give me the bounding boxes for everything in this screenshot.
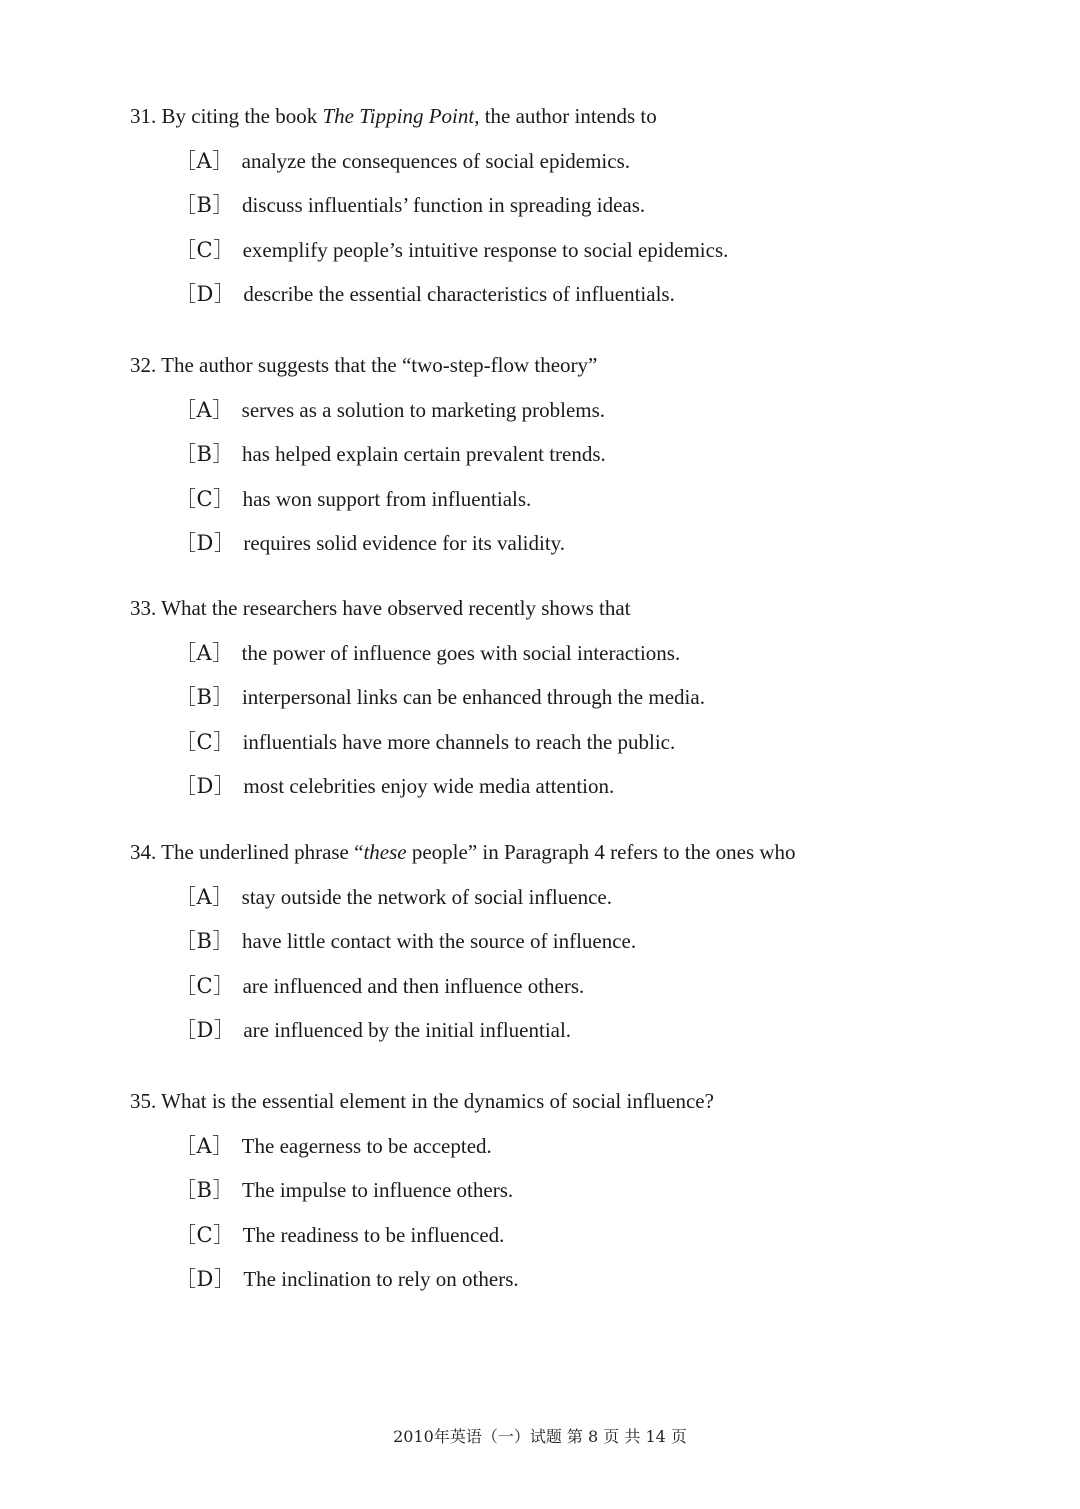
stem-text: 33. What the researchers have observed recently shows that bbox=[130, 596, 631, 620]
option-a bbox=[175, 883, 1010, 911]
option-text: The eagerness to be accepted. bbox=[241, 1133, 492, 1158]
option-text: are influenced by the initial influential. bbox=[243, 1018, 572, 1042]
option-letter: ［C］ bbox=[175, 1222, 235, 1247]
options-list bbox=[130, 147, 1010, 309]
option-letter: ［A］ bbox=[175, 397, 234, 422]
question-32 bbox=[130, 351, 1010, 557]
option-text: requires solid evidence for its validity. bbox=[243, 531, 566, 555]
option-b bbox=[175, 191, 1010, 219]
option-d bbox=[175, 772, 1010, 800]
option-letter: ［C］ bbox=[175, 973, 235, 998]
stem-text: 35. What is the essential element in the dynamics of social influence? bbox=[130, 1089, 714, 1113]
option-c bbox=[175, 728, 1010, 756]
option-text: has won support from influentials. bbox=[242, 486, 532, 511]
underlined-phrase: these bbox=[363, 840, 407, 864]
book-title: The Tipping Point bbox=[322, 104, 475, 128]
option-letter: ［D］ bbox=[175, 1267, 236, 1291]
question-stem bbox=[130, 1087, 1010, 1115]
page-footer: 2010年英语（一）试题 第 8 页 共 14 页 bbox=[393, 1427, 687, 1446]
option-text: most celebrities enjoy wide media attention. bbox=[243, 774, 615, 798]
option-text: describe the essential characteristics of influentials. bbox=[243, 282, 675, 306]
option-a bbox=[175, 147, 1010, 175]
stem-text: people” in Paragraph 4 refers to the ones who bbox=[406, 840, 796, 864]
option-letter: ［D］ bbox=[175, 1018, 236, 1042]
option-text: The readiness to be influenced. bbox=[242, 1222, 505, 1247]
stem-text: , the author intends to bbox=[474, 104, 657, 128]
option-letter: ［C］ bbox=[175, 729, 235, 754]
option-letter: ［B］ bbox=[175, 929, 234, 953]
option-d bbox=[175, 1265, 1010, 1293]
option-text: discuss influentials’ function in spreading ideas. bbox=[241, 193, 646, 217]
question-35 bbox=[130, 1087, 1010, 1293]
option-letter: ［B］ bbox=[175, 193, 234, 217]
option-letter: ［B］ bbox=[175, 442, 234, 466]
option-letter: ［A］ bbox=[175, 884, 234, 909]
option-letter: ［B］ bbox=[175, 685, 234, 709]
question-stem bbox=[130, 351, 1010, 379]
option-text: interpersonal links can be enhanced through the media. bbox=[241, 685, 705, 709]
question-33 bbox=[130, 594, 1010, 800]
option-letter: ［A］ bbox=[175, 148, 234, 173]
option-text: The impulse to influence others. bbox=[241, 1178, 514, 1202]
option-b bbox=[175, 1176, 1010, 1204]
option-text: influentials have more channels to reach the public. bbox=[242, 729, 676, 754]
options-list bbox=[130, 1132, 1010, 1294]
option-b bbox=[175, 683, 1010, 711]
option-a bbox=[175, 1132, 1010, 1160]
option-b bbox=[175, 440, 1010, 468]
option-d bbox=[175, 280, 1010, 308]
option-a bbox=[175, 396, 1010, 424]
option-letter: ［D］ bbox=[175, 282, 236, 306]
question-stem bbox=[130, 594, 1010, 622]
option-text: exemplify people’s intuitive response to social epidemics. bbox=[242, 237, 729, 262]
option-d bbox=[175, 1016, 1010, 1044]
option-text: have little contact with the source of influence. bbox=[241, 929, 637, 953]
option-text: are influenced and then influence others. bbox=[242, 973, 585, 998]
option-letter: ［D］ bbox=[175, 531, 236, 555]
option-a bbox=[175, 639, 1010, 667]
question-31 bbox=[130, 102, 1010, 308]
option-letter: ［C］ bbox=[175, 486, 235, 511]
stem-text: 34. The underlined phrase “ bbox=[130, 840, 364, 864]
option-letter: ［A］ bbox=[175, 1133, 234, 1158]
option-text: The inclination to rely on others. bbox=[243, 1267, 519, 1291]
option-letter: ［A］ bbox=[175, 640, 234, 665]
option-text: serves as a solution to marketing problems. bbox=[241, 397, 606, 422]
options-list bbox=[130, 883, 1010, 1045]
option-b bbox=[175, 927, 1010, 955]
option-c bbox=[175, 236, 1010, 264]
option-letter: ［C］ bbox=[175, 237, 235, 262]
option-d bbox=[175, 529, 1010, 557]
option-letter: ［B］ bbox=[175, 1178, 234, 1202]
question-stem bbox=[130, 102, 1010, 130]
option-letter: ［D］ bbox=[175, 774, 236, 798]
option-c bbox=[175, 1221, 1010, 1249]
stem-text: 32. The author suggests that the “two-step-flow theory” bbox=[130, 353, 598, 377]
options-list bbox=[130, 639, 1010, 801]
question-34 bbox=[130, 838, 1010, 1044]
option-c bbox=[175, 972, 1010, 1000]
option-text: has helped explain certain prevalent trends. bbox=[241, 442, 606, 466]
stem-text: 31. By citing the book bbox=[130, 104, 323, 128]
option-text: analyze the consequences of social epidemics. bbox=[241, 148, 631, 173]
question-stem bbox=[130, 838, 1010, 866]
option-c bbox=[175, 485, 1010, 513]
option-text: the power of influence goes with social interactions. bbox=[241, 640, 681, 665]
option-text: stay outside the network of social influence. bbox=[241, 884, 612, 909]
options-list bbox=[130, 396, 1010, 558]
